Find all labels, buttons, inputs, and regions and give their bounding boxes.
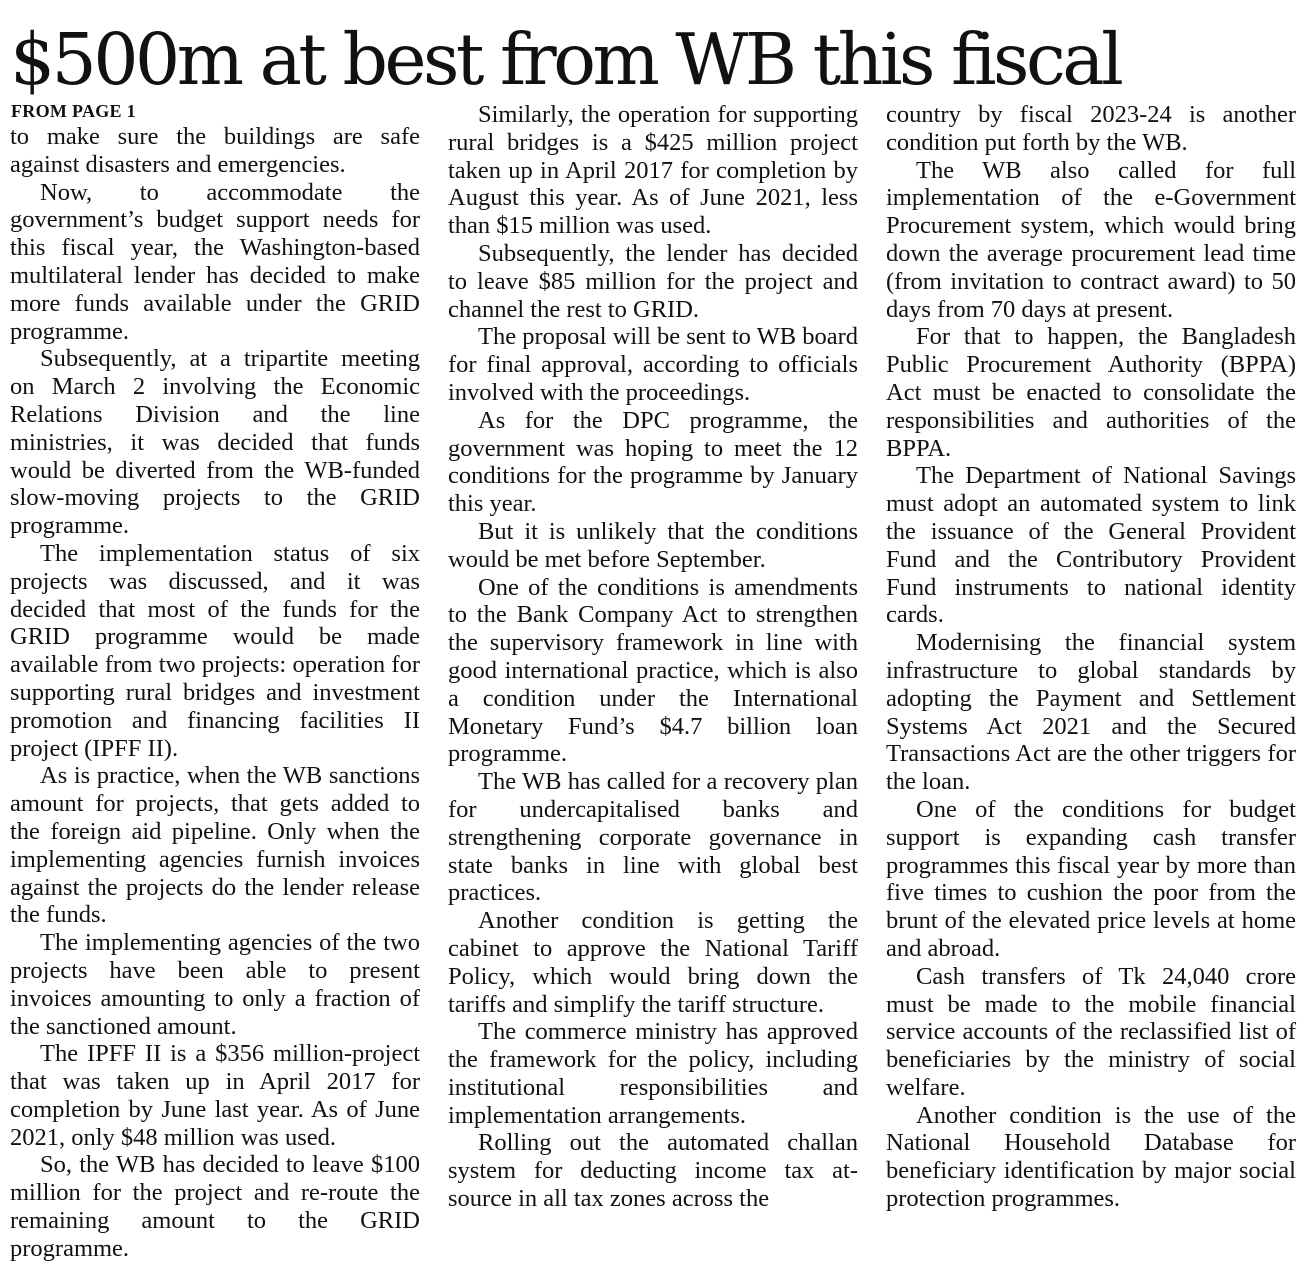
paragraph: As for the DPC programme, the government was hoping to meet the 12 conditions for the programme by January this year. xyxy=(448,406,858,518)
paragraph: The implementation status of six projects was discussed, and it was decided that most of the funds for the GRID programme would be made available from two projects: operation for supporting rural bridges and investment promotion and financing facilities II project (IPFF II). xyxy=(10,539,420,762)
article-column-3 xyxy=(886,101,1296,1213)
article-column-2 xyxy=(448,101,858,1213)
paragraph: Modernising the financial system infrastructure to global standards by adopting the Payment and Settlement Systems Act 2021 and the Secured Transactions Act are the other triggers for the loan. xyxy=(886,629,1296,796)
paragraph: Subsequently, at a tripartite meeting on March 2 involving the Economic Relations Division and the line ministries, it was decided that funds would be diverted from the WB-funded slow-moving projects to the GRID programme. xyxy=(10,345,420,540)
paragraph: For that to happen, the Bangladesh Public Procurement Authority (BPPA) Act must be enacted to consolidate the responsibilities and authorities of the BPPA. xyxy=(886,323,1296,462)
paragraph: The proposal will be sent to WB board for final approval, according to officials involved with the proceedings. xyxy=(448,323,858,406)
paragraph: to make sure the buildings are safe against disasters and emergencies. xyxy=(10,123,420,178)
paragraph: country by fiscal 2023-24 is another condition put forth by the WB. xyxy=(886,101,1296,156)
paragraph: The WB also called for full implementation of the e-Government Procurement system, which would bring down the average procurement lead time (from invitation to contract award) to 50 days from 70 days at present. xyxy=(886,156,1296,323)
headline: $500m at best from WB this fiscal xyxy=(10,18,1121,101)
paragraph: As is practice, when the WB sanctions amount for projects, that gets added to the foreign aid pipeline. Only when the implementing agencies furnish invoices against the projects do the lender release the funds. xyxy=(10,762,420,929)
paragraph: Rolling out the automated challan system for deducting income tax at-source in all tax zones across the xyxy=(448,1129,858,1213)
paragraph: The Department of National Savings must adopt an automated system to link the issuance of the General Provident Fund and the Contributory Provident Fund instruments to national identity cards. xyxy=(886,462,1296,629)
paragraph: Now, to accommodate the government’s budget support needs for this fiscal year, the Washington-based multilateral lender has decided to make more funds available under the GRID programme. xyxy=(10,178,420,345)
paragraph: But it is unlikely that the conditions would be met before September. xyxy=(448,517,858,573)
paragraph: Cash transfers of Tk 24,040 crore must be made to the mobile financial service accounts of the reclassified list of beneficiaries by the ministry of social welfare. xyxy=(886,962,1296,1101)
paragraph: Another condition is the use of the National Household Database for beneficiary identification by major social protection programmes. xyxy=(886,1101,1296,1213)
paragraph: Subsequently, the lender has decided to leave $85 million for the project and channel the rest to GRID. xyxy=(448,239,858,323)
paragraph: The commerce ministry has approved the framework for the policy, including institutional responsibilities and implementation arrangements. xyxy=(448,1018,858,1129)
paragraph: The implementing agencies of the two projects have been able to present invoices amounting to only a fraction of the sanctioned amount. xyxy=(10,929,420,1040)
paragraph: Similarly, the operation for supporting rural bridges is a $425 million project taken up in April 2017 for completion by August this year. As of June 2021, less than $15 million was used. xyxy=(448,101,858,240)
paragraph: The WB has called for a recovery plan for undercapitalised banks and strengthening corporate governance in state banks in line with global best practices. xyxy=(448,768,858,907)
continuation-kicker: FROM PAGE 1 xyxy=(11,101,136,121)
paragraph: One of the conditions for budget support is expanding cash transfer programmes this fiscal year by more than five times to cushion the poor from the brunt of the elevated price levels at home and abroad. xyxy=(886,795,1296,962)
paragraph: So, the WB has decided to leave $100 million for the project and re-route the remaining amount to the GRID programme. xyxy=(10,1151,420,1262)
article-column-1 xyxy=(10,123,420,1263)
paragraph: The IPFF II is a $356 million-project that was taken up in April 2017 for completion by June last year. As of June 2021, only $48 million was used. xyxy=(10,1040,420,1151)
paragraph: Another condition is getting the cabinet to approve the National Tariff Policy, which would bring down the tariffs and simplify the tariff structure. xyxy=(448,907,858,1018)
paragraph: One of the conditions is amendments to the Bank Company Act to strengthen the supervisory framework in line with good international practice, which is also a condition under the International Monetary Fund’s $4.7 billion loan programme. xyxy=(448,573,858,768)
